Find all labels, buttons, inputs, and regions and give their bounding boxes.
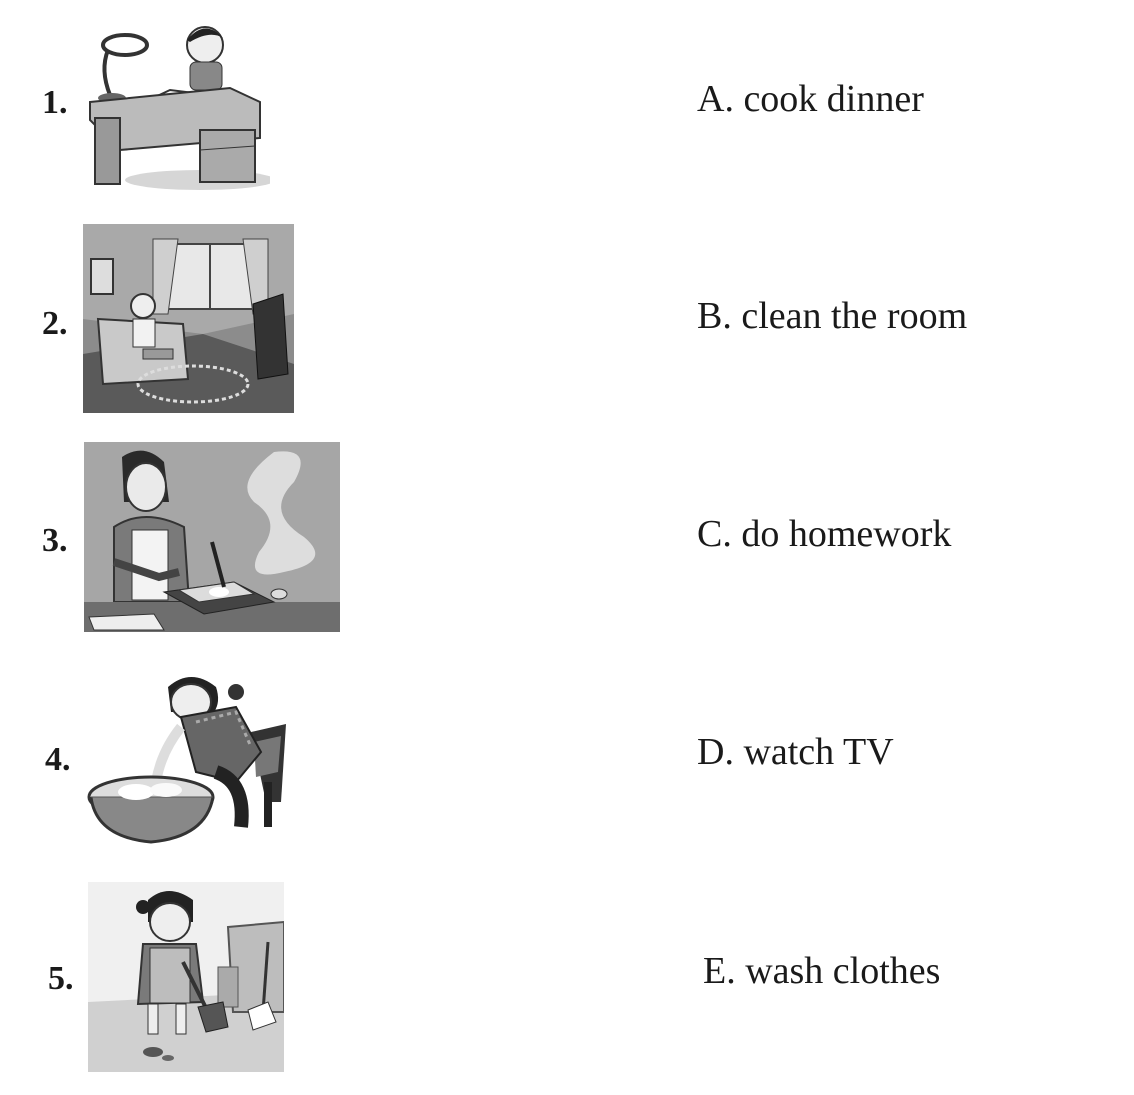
option-b: B. clean the room: [697, 295, 968, 337]
item-number-4: 4.: [45, 741, 71, 778]
option-c: C. do homework: [697, 513, 952, 555]
girl-washing-clothes-in-basin-icon: [86, 662, 291, 848]
item-number-1: 1.: [42, 84, 68, 121]
item-number-3: 3.: [42, 522, 68, 559]
option-e: E. wash clothes: [703, 950, 941, 992]
boy-doing-homework-at-desk-icon: [80, 10, 270, 192]
item-number-2: 2.: [42, 305, 68, 342]
woman-cooking-on-stove-icon: [84, 442, 340, 632]
girl-sweeping-room-icon: [88, 882, 284, 1072]
option-d: D. watch TV: [697, 731, 894, 773]
option-a: A. cook dinner: [697, 78, 924, 120]
item-number-5: 5.: [48, 960, 74, 997]
boy-watching-tv-in-living-room-icon: [83, 224, 294, 413]
